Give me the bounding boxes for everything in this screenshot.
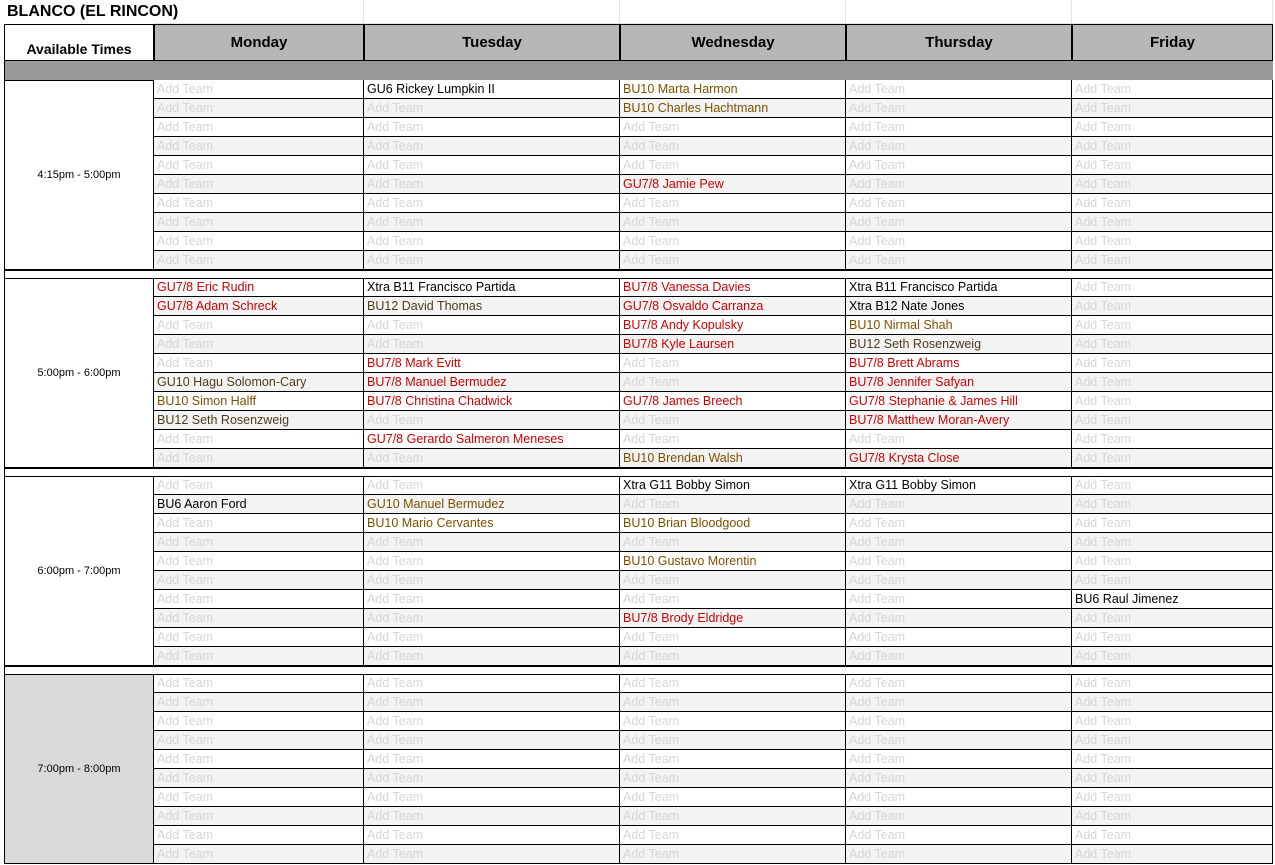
- add-team-cell[interactable]: Add Team: [154, 213, 364, 232]
- add-team-cell[interactable]: Add Team: [364, 335, 620, 354]
- add-team-cell[interactable]: Add Team: [1072, 845, 1273, 864]
- add-team-cell[interactable]: Add Team: [1072, 533, 1273, 552]
- team-cell[interactable]: GU7/8 James Breech: [620, 392, 846, 411]
- add-team-cell[interactable]: Add Team: [620, 430, 846, 449]
- add-team-cell[interactable]: Add Team: [846, 788, 1072, 807]
- team-cell[interactable]: BU7/8 Matthew Moran-Avery: [846, 411, 1072, 430]
- team-cell[interactable]: BU10 Brian Bloodgood: [620, 514, 846, 533]
- add-team-cell[interactable]: Add Team: [364, 571, 620, 590]
- add-team-cell[interactable]: Add Team: [620, 750, 846, 769]
- add-team-cell[interactable]: Add Team: [154, 449, 364, 468]
- add-team-cell[interactable]: Add Team: [364, 156, 620, 175]
- add-team-cell[interactable]: Add Team: [620, 194, 846, 213]
- add-team-cell[interactable]: Add Team: [846, 590, 1072, 609]
- add-team-cell[interactable]: Add Team: [1072, 609, 1273, 628]
- add-team-cell[interactable]: Add Team: [154, 571, 364, 590]
- team-cell[interactable]: GU10 Hagu Solomon-Cary: [154, 373, 364, 392]
- add-team-cell[interactable]: Add Team: [1072, 80, 1273, 99]
- add-team-cell[interactable]: Add Team: [620, 213, 846, 232]
- add-team-cell[interactable]: Add Team: [1072, 430, 1273, 449]
- team-cell[interactable]: BU7/8 Christina Chadwick: [364, 392, 620, 411]
- add-team-cell[interactable]: Add Team: [846, 251, 1072, 270]
- team-cell[interactable]: BU7/8 Vanessa Davies: [620, 278, 846, 297]
- add-team-cell[interactable]: Add Team: [1072, 788, 1273, 807]
- add-team-cell[interactable]: Add Team: [1072, 354, 1273, 373]
- add-team-cell[interactable]: Add Team: [364, 552, 620, 571]
- add-team-cell[interactable]: Add Team: [1072, 552, 1273, 571]
- add-team-cell[interactable]: Add Team: [364, 449, 620, 468]
- add-team-cell[interactable]: Add Team: [1072, 373, 1273, 392]
- add-team-cell[interactable]: Add Team: [620, 731, 846, 750]
- add-team-cell[interactable]: Add Team: [1072, 137, 1273, 156]
- add-team-cell[interactable]: Add Team: [364, 712, 620, 731]
- add-team-cell[interactable]: Add Team: [154, 476, 364, 495]
- add-team-cell[interactable]: Add Team: [154, 590, 364, 609]
- add-team-cell[interactable]: Add Team: [620, 411, 846, 430]
- add-team-cell[interactable]: Add Team: [364, 750, 620, 769]
- day-header-thursday: Thursday: [846, 24, 1072, 61]
- add-team-cell[interactable]: Add Team: [364, 590, 620, 609]
- add-team-cell[interactable]: Add Team: [1072, 213, 1273, 232]
- time-slot-label: 4:15pm - 5:00pm: [4, 80, 154, 270]
- add-team-cell[interactable]: Add Team: [364, 232, 620, 251]
- add-team-cell[interactable]: Add Team: [846, 118, 1072, 137]
- add-team-cell[interactable]: Add Team: [846, 750, 1072, 769]
- add-team-cell[interactable]: Add Team: [154, 609, 364, 628]
- add-team-cell[interactable]: Add Team: [154, 137, 364, 156]
- add-team-cell[interactable]: Add Team: [364, 845, 620, 864]
- add-team-cell[interactable]: Add Team: [154, 674, 364, 693]
- add-team-cell[interactable]: Add Team: [846, 674, 1072, 693]
- add-team-cell[interactable]: Add Team: [154, 430, 364, 449]
- add-team-cell[interactable]: Add Team: [154, 194, 364, 213]
- add-team-cell[interactable]: Add Team: [1072, 571, 1273, 590]
- team-cell[interactable]: GU7/8 Eric Rudin: [154, 278, 364, 297]
- add-team-cell[interactable]: Add Team: [1072, 826, 1273, 845]
- add-team-cell[interactable]: Add Team: [154, 647, 364, 666]
- add-team-cell[interactable]: Add Team: [364, 826, 620, 845]
- add-team-cell[interactable]: Add Team: [620, 571, 846, 590]
- team-cell[interactable]: Xtra G11 Bobby Simon: [620, 476, 846, 495]
- add-team-cell[interactable]: Add Team: [1072, 156, 1273, 175]
- add-team-cell[interactable]: Add Team: [846, 712, 1072, 731]
- add-team-cell[interactable]: Add Team: [154, 80, 364, 99]
- add-team-cell[interactable]: Add Team: [620, 118, 846, 137]
- add-team-cell[interactable]: Add Team: [364, 411, 620, 430]
- add-team-cell[interactable]: Add Team: [846, 769, 1072, 788]
- team-cell[interactable]: GU6 Rickey Lumpkin II: [364, 80, 620, 99]
- time-slot-label: 5:00pm - 6:00pm: [4, 278, 154, 468]
- add-team-cell[interactable]: Add Team: [846, 80, 1072, 99]
- add-team-cell[interactable]: Add Team: [1072, 335, 1273, 354]
- add-team-cell[interactable]: Add Team: [364, 647, 620, 666]
- add-team-cell[interactable]: Add Team: [154, 156, 364, 175]
- add-team-cell[interactable]: Add Team: [154, 99, 364, 118]
- add-team-cell[interactable]: Add Team: [154, 232, 364, 251]
- add-team-cell[interactable]: Add Team: [364, 251, 620, 270]
- add-team-cell[interactable]: Add Team: [620, 769, 846, 788]
- available-times-header: Available Times: [4, 24, 154, 61]
- add-team-cell[interactable]: Add Team: [846, 99, 1072, 118]
- add-team-cell[interactable]: Add Team: [154, 845, 364, 864]
- add-team-cell[interactable]: Add Team: [154, 693, 364, 712]
- title-row-cell: [620, 0, 846, 24]
- add-team-cell[interactable]: Add Team: [364, 788, 620, 807]
- team-cell[interactable]: BU10 Marta Harmon: [620, 80, 846, 99]
- add-team-cell[interactable]: Add Team: [154, 712, 364, 731]
- add-team-cell[interactable]: Add Team: [846, 628, 1072, 647]
- add-team-cell[interactable]: Add Team: [846, 647, 1072, 666]
- team-cell[interactable]: GU7/8 Adam Schreck: [154, 297, 364, 316]
- team-cell[interactable]: BU12 Seth Rosenzweig: [846, 335, 1072, 354]
- add-team-cell[interactable]: Add Team: [620, 628, 846, 647]
- add-team-cell[interactable]: Add Team: [1072, 194, 1273, 213]
- add-team-cell[interactable]: Add Team: [1072, 316, 1273, 335]
- add-team-cell[interactable]: Add Team: [154, 335, 364, 354]
- add-team-cell[interactable]: Add Team: [364, 693, 620, 712]
- add-team-cell[interactable]: Add Team: [846, 571, 1072, 590]
- day-header-friday: Friday: [1072, 24, 1273, 61]
- add-team-cell[interactable]: Add Team: [846, 731, 1072, 750]
- title-row-cell: [1072, 0, 1273, 24]
- add-team-cell[interactable]: Add Team: [364, 628, 620, 647]
- add-team-cell[interactable]: Add Team: [154, 552, 364, 571]
- add-team-cell[interactable]: Add Team: [620, 647, 846, 666]
- add-team-cell[interactable]: Add Team: [364, 99, 620, 118]
- add-team-cell[interactable]: Add Team: [1072, 175, 1273, 194]
- team-cell[interactable]: GU7/8 Jamie Pew: [620, 175, 846, 194]
- team-cell[interactable]: BU10 Nirmal Shah: [846, 316, 1072, 335]
- add-team-cell[interactable]: Add Team: [1072, 232, 1273, 251]
- add-team-cell[interactable]: Add Team: [846, 609, 1072, 628]
- add-team-cell[interactable]: Add Team: [154, 826, 364, 845]
- add-team-cell[interactable]: Add Team: [154, 628, 364, 647]
- team-cell[interactable]: BU7/8 Manuel Bermudez: [364, 373, 620, 392]
- day-header-monday: Monday: [154, 24, 364, 61]
- add-team-cell[interactable]: Add Team: [1072, 693, 1273, 712]
- team-cell[interactable]: BU10 Gustavo Morentin: [620, 552, 846, 571]
- team-cell[interactable]: BU7/8 Kyle Laursen: [620, 335, 846, 354]
- add-team-cell[interactable]: Add Team: [620, 495, 846, 514]
- add-team-cell[interactable]: Add Team: [620, 590, 846, 609]
- add-team-cell[interactable]: Add Team: [1072, 118, 1273, 137]
- team-cell[interactable]: BU6 Raul Jimenez: [1072, 590, 1273, 609]
- add-team-cell[interactable]: Add Team: [846, 807, 1072, 826]
- add-team-cell[interactable]: Add Team: [154, 514, 364, 533]
- day-header-wednesday: Wednesday: [620, 24, 846, 61]
- add-team-cell[interactable]: Add Team: [1072, 750, 1273, 769]
- team-cell[interactable]: BU7/8 Jennifer Safyan: [846, 373, 1072, 392]
- add-team-cell[interactable]: Add Team: [1072, 712, 1273, 731]
- add-team-cell[interactable]: Add Team: [846, 826, 1072, 845]
- team-cell[interactable]: GU7/8 Krysta Close: [846, 449, 1072, 468]
- add-team-cell[interactable]: Add Team: [154, 251, 364, 270]
- add-team-cell[interactable]: Add Team: [846, 232, 1072, 251]
- team-cell[interactable]: GU7/8 Gerardo Salmeron Meneses: [364, 430, 620, 449]
- team-cell[interactable]: Xtra B12 Nate Jones: [846, 297, 1072, 316]
- add-team-cell[interactable]: Add Team: [1072, 628, 1273, 647]
- add-team-cell[interactable]: Add Team: [846, 213, 1072, 232]
- add-team-cell[interactable]: Add Team: [364, 731, 620, 750]
- add-team-cell[interactable]: Add Team: [1072, 449, 1273, 468]
- team-cell[interactable]: Xtra G11 Bobby Simon: [846, 476, 1072, 495]
- team-cell[interactable]: BU7/8 Brett Abrams: [846, 354, 1072, 373]
- add-team-cell[interactable]: Add Team: [154, 769, 364, 788]
- add-team-cell[interactable]: Add Team: [1072, 731, 1273, 750]
- add-team-cell[interactable]: Add Team: [154, 731, 364, 750]
- day-header-tuesday: Tuesday: [364, 24, 620, 61]
- add-team-cell[interactable]: Add Team: [620, 674, 846, 693]
- add-team-cell[interactable]: Add Team: [364, 118, 620, 137]
- add-team-cell[interactable]: Add Team: [154, 354, 364, 373]
- add-team-cell[interactable]: Add Team: [1072, 674, 1273, 693]
- add-team-cell[interactable]: Add Team: [364, 674, 620, 693]
- team-cell[interactable]: GU7/8 Stephanie & James Hill: [846, 392, 1072, 411]
- add-team-cell[interactable]: Add Team: [364, 213, 620, 232]
- add-team-cell[interactable]: Add Team: [620, 693, 846, 712]
- add-team-cell[interactable]: Add Team: [846, 194, 1072, 213]
- time-slot-label: 7:00pm - 8:00pm: [4, 674, 154, 864]
- add-team-cell[interactable]: Add Team: [154, 316, 364, 335]
- add-team-cell[interactable]: Add Team: [846, 495, 1072, 514]
- add-team-cell[interactable]: Add Team: [1072, 647, 1273, 666]
- add-team-cell[interactable]: Add Team: [1072, 769, 1273, 788]
- team-cell[interactable]: Xtra B11 Francisco Partida: [364, 278, 620, 297]
- team-cell[interactable]: BU10 Simon Halff: [154, 392, 364, 411]
- add-team-cell[interactable]: Add Team: [364, 533, 620, 552]
- add-team-cell[interactable]: Add Team: [364, 137, 620, 156]
- add-team-cell[interactable]: Add Team: [364, 769, 620, 788]
- title-row-cell: [846, 0, 1072, 24]
- add-team-cell[interactable]: Add Team: [846, 137, 1072, 156]
- add-team-cell[interactable]: Add Team: [620, 373, 846, 392]
- sheet-title: BLANCO (EL RINCON): [7, 3, 179, 20]
- add-team-cell[interactable]: Add Team: [620, 826, 846, 845]
- add-team-cell[interactable]: Add Team: [1072, 807, 1273, 826]
- team-cell[interactable]: BU12 Seth Rosenzweig: [154, 411, 364, 430]
- team-cell[interactable]: Xtra B11 Francisco Partida: [846, 278, 1072, 297]
- add-team-cell[interactable]: Add Team: [154, 750, 364, 769]
- add-team-cell[interactable]: Add Team: [154, 175, 364, 194]
- add-team-cell[interactable]: Add Team: [1072, 251, 1273, 270]
- add-team-cell[interactable]: Add Team: [846, 430, 1072, 449]
- add-team-cell[interactable]: Add Team: [154, 118, 364, 137]
- header-band: [4, 61, 1273, 80]
- add-team-cell[interactable]: Add Team: [846, 175, 1072, 194]
- add-team-cell[interactable]: Add Team: [1072, 476, 1273, 495]
- add-team-cell[interactable]: Add Team: [154, 533, 364, 552]
- add-team-cell[interactable]: Add Team: [620, 788, 846, 807]
- add-team-cell[interactable]: Add Team: [1072, 411, 1273, 430]
- team-cell[interactable]: BU7/8 Brody Eldridge: [620, 609, 846, 628]
- add-team-cell[interactable]: Add Team: [620, 807, 846, 826]
- add-team-cell[interactable]: Add Team: [364, 476, 620, 495]
- add-team-cell[interactable]: Add Team: [846, 845, 1072, 864]
- add-team-cell[interactable]: Add Team: [846, 693, 1072, 712]
- add-team-cell[interactable]: Add Team: [620, 156, 846, 175]
- add-team-cell[interactable]: Add Team: [1072, 278, 1273, 297]
- add-team-cell[interactable]: Add Team: [846, 514, 1072, 533]
- team-cell[interactable]: BU6 Aaron Ford: [154, 495, 364, 514]
- team-cell[interactable]: BU10 Mario Cervantes: [364, 514, 620, 533]
- add-team-cell[interactable]: Add Team: [364, 175, 620, 194]
- add-team-cell[interactable]: Add Team: [620, 354, 846, 373]
- add-team-cell[interactable]: Add Team: [620, 845, 846, 864]
- add-team-cell[interactable]: Add Team: [1072, 392, 1273, 411]
- title-row-cell: [364, 0, 620, 24]
- title-row-cell: [154, 0, 364, 24]
- add-team-cell[interactable]: Add Team: [620, 251, 846, 270]
- add-team-cell[interactable]: Add Team: [364, 609, 620, 628]
- team-cell[interactable]: GU10 Manuel Bermudez: [364, 495, 620, 514]
- team-cell[interactable]: BU7/8 Andy Kopulsky: [620, 316, 846, 335]
- add-team-cell[interactable]: Add Team: [364, 316, 620, 335]
- add-team-cell[interactable]: Add Team: [620, 712, 846, 731]
- add-team-cell[interactable]: Add Team: [1072, 297, 1273, 316]
- team-cell[interactable]: BU12 David Thomas: [364, 297, 620, 316]
- add-team-cell[interactable]: Add Team: [364, 194, 620, 213]
- add-team-cell[interactable]: Add Team: [620, 533, 846, 552]
- add-team-cell[interactable]: Add Team: [846, 552, 1072, 571]
- team-cell[interactable]: BU10 Brendan Walsh: [620, 449, 846, 468]
- add-team-cell[interactable]: Add Team: [364, 807, 620, 826]
- add-team-cell[interactable]: Add Team: [846, 156, 1072, 175]
- team-cell[interactable]: BU10 Charles Hachtmann: [620, 99, 846, 118]
- add-team-cell[interactable]: Add Team: [1072, 99, 1273, 118]
- add-team-cell[interactable]: Add Team: [154, 788, 364, 807]
- add-team-cell[interactable]: Add Team: [1072, 495, 1273, 514]
- add-team-cell[interactable]: Add Team: [846, 533, 1072, 552]
- add-team-cell[interactable]: Add Team: [620, 137, 846, 156]
- team-cell[interactable]: BU7/8 Mark Evitt: [364, 354, 620, 373]
- add-team-cell[interactable]: Add Team: [154, 807, 364, 826]
- team-cell[interactable]: GU7/8 Osvaldo Carranza: [620, 297, 846, 316]
- add-team-cell[interactable]: Add Team: [1072, 514, 1273, 533]
- time-slot-label: 6:00pm - 7:00pm: [4, 476, 154, 666]
- add-team-cell[interactable]: Add Team: [620, 232, 846, 251]
